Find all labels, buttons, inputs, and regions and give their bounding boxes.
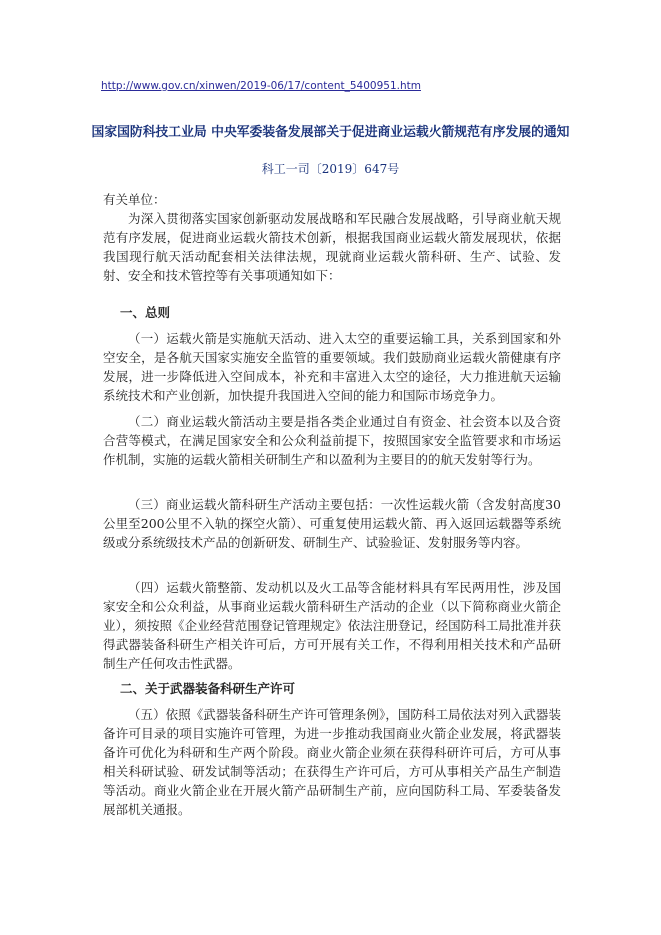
document-number: 科工一司〔2019〕647号 [261,162,400,176]
source-url-link[interactable]: http://www.gov.cn/xinwen/2019-06/17/content_5400951.htm [101,80,421,92]
paragraph-1: （一）运载火箭是实施航天活动、进入太空的重要运输工具，关系到国家和外空安全，是各航天国家实施安全监管的重要领域。我们鼓励商业运载火箭健康有序发展，进一步降低进入空间成本，补充和丰富进入太空的途径，大力推进航天运输系统技术和产业创新，加快提升我国进入空间的能力和国际市场竞争力。 [103,331,561,403]
paragraph-4: （四）运载火箭整箭、发动机以及火工品等含能材料具有军民两用性，涉及国家安全和公众利益，从事商业运载火箭科研生产活动的企业（以下简称商业火箭企业），须按照《企业经营范围登记管理规定》依法注册登记，经国防科工局批准并获得武器装备科研生产相关许可后，方可开展有关工作，不得利用相关技术和产品研制生产任何攻击性武器。 [103,580,561,671]
paragraph-3: （三）商业运载火箭科研生产活动主要包括：一次性运载火箭（含发射高度30公里至200公里不入轨的探空火箭）、可重复使用运载火箭、再入返回运载器等系统级或分系统级技术产品的创新研发、研制生产、试验验证、发射服务等内容。 [103,497,561,550]
intro-paragraph: 为深入贯彻落实国家创新驱动发展战略和军民融合发展战略，引导商业航天规范有序发展，促进商业运载火箭技术创新，根据我国商业运载火箭发展现状，依据我国现行航天活动配套相关法律法规，现就商业运载火箭科研、生产、试验、发射、安全和技术管控等有关事项通知如下： [103,211,561,283]
paragraph-5: （五）依照《武器装备科研生产许可管理条例》，国防科工局依法对列入武器装备许可目录的项目实施许可管理，为进一步推动我国商业火箭企业发展，将武器装备许可优化为科研和生产两个阶段。商业火箭企业须在获得科研许可后，方可从事相关科研试验、研发试制等活动；在获得生产许可后，方可从事相关产品生产制造等活动。商业火箭企业在开展火箭产品研制生产前，应向国防科工局、军委装备发展部机关通报。 [103,707,561,817]
section-2-heading: 二、关于武器装备科研生产许可 [120,681,296,696]
document-title: 国家国防科技工业局 中央军委装备发展部关于促进商业运载火箭规范有序发展的通知 [91,125,570,140]
paragraph-2: （二）商业运载火箭活动主要是指各类企业通过自有资金、社会资本以及合资合营等模式，在满足国家安全和公众利益前提下，按照国家安全监管要求和市场运作机制，实施的运载火箭相关研制生产和以盈利为主要目的的航天发射等行为。 [103,414,561,467]
salutation: 有关单位： [103,192,166,207]
section-1-heading: 一、总则 [120,305,171,320]
